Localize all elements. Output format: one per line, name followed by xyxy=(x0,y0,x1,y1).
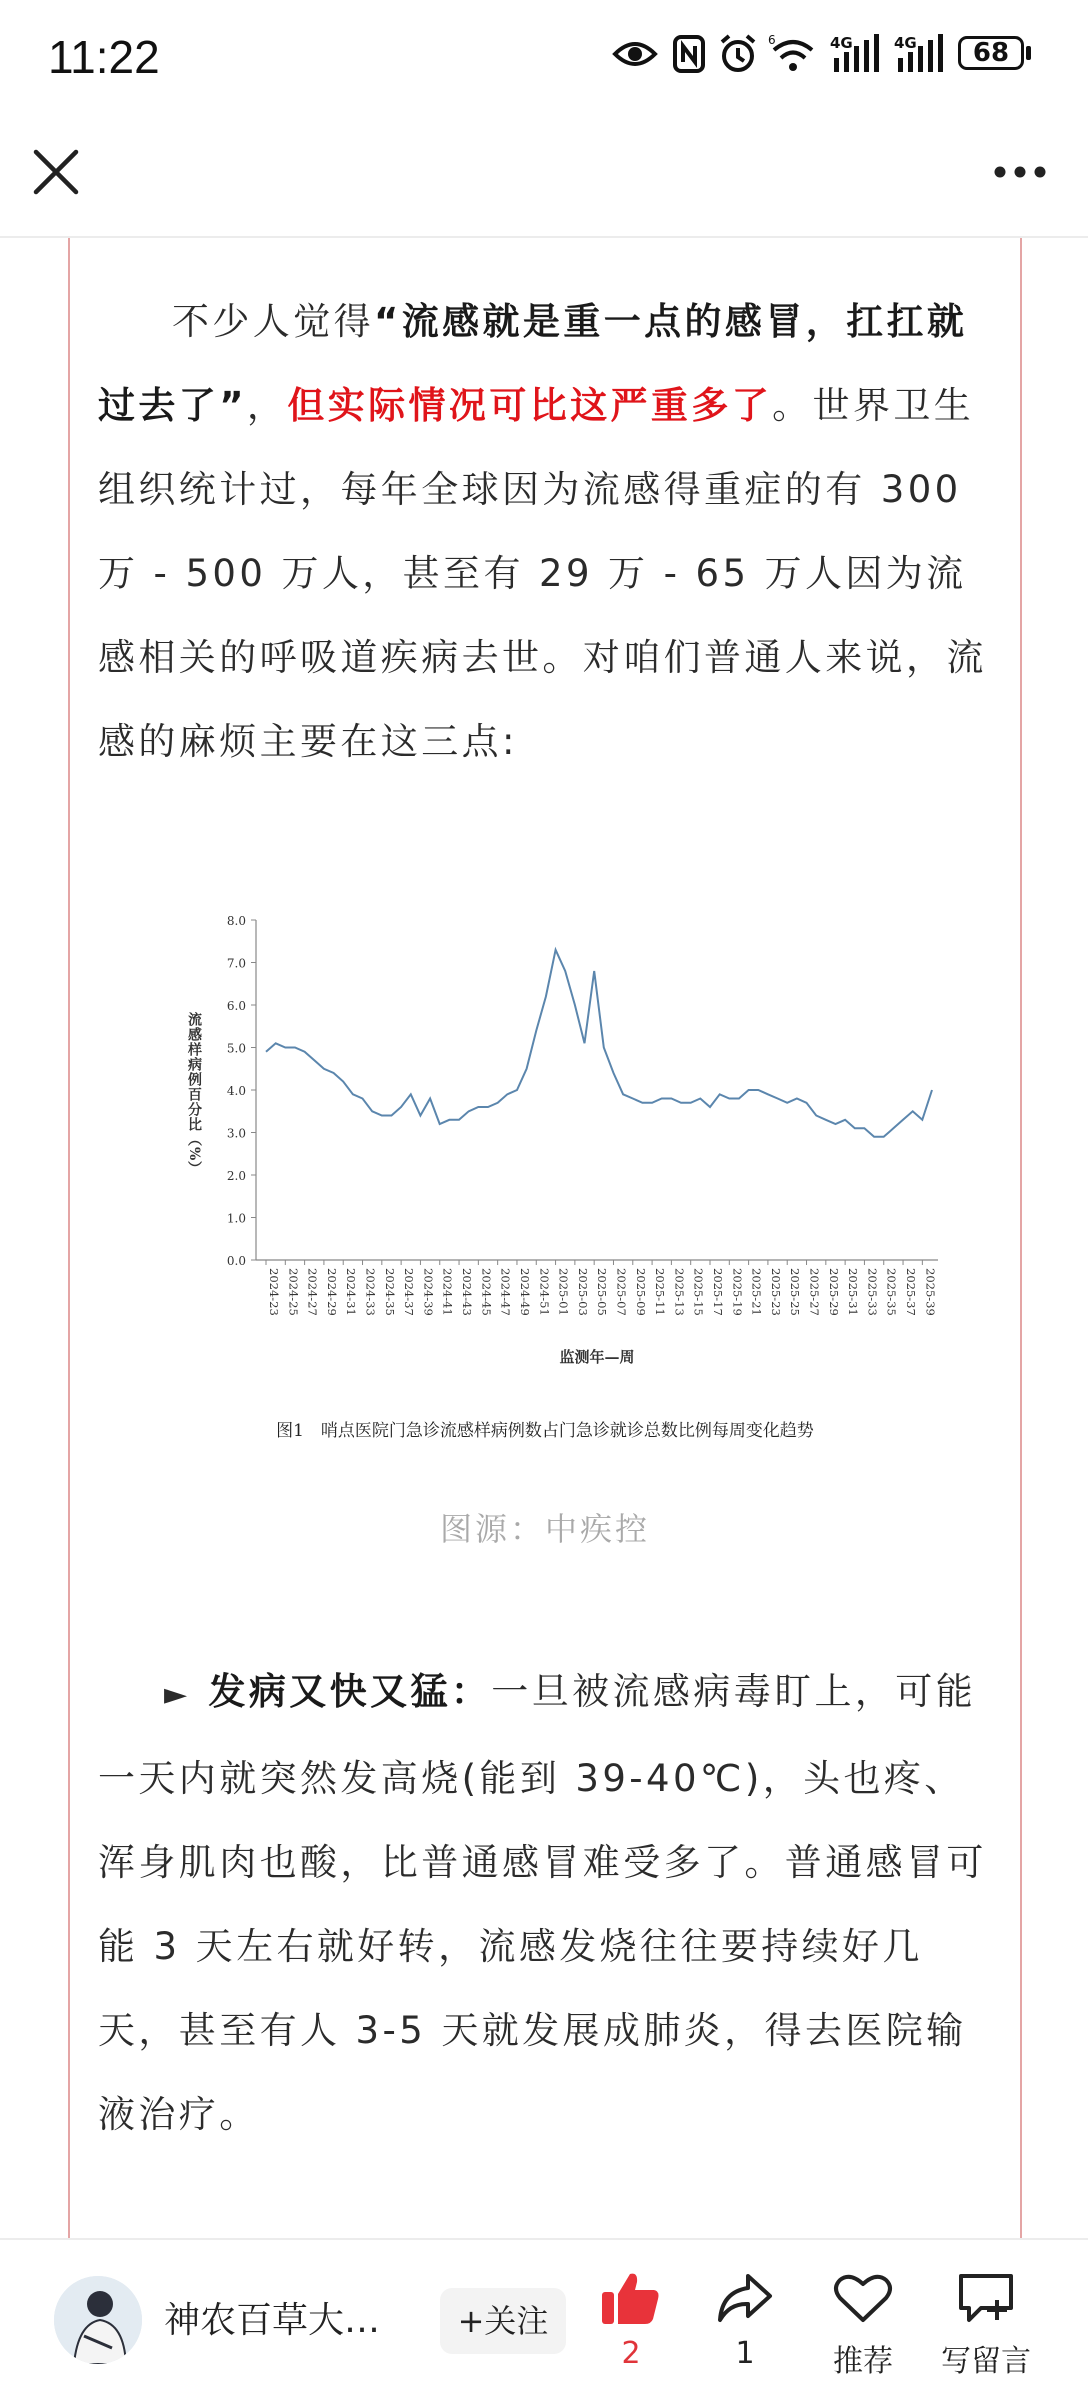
section-heading: 发病又快又猛： xyxy=(208,1670,492,1713)
wifi-icon xyxy=(768,32,818,76)
top-nav-bar xyxy=(0,112,1088,238)
svg-text:4G: 4G xyxy=(830,34,853,52)
x-axis-title: 监测年—周 xyxy=(559,1348,635,1366)
share-arrow-icon xyxy=(714,2270,776,2326)
x-tick-label: 2024-25 xyxy=(286,1268,301,1316)
flu-trend-chart xyxy=(132,898,992,1458)
highlighted-text: 但实际情况可比这严重多了 xyxy=(287,384,773,427)
y-tick-label: 8.0 xyxy=(226,914,246,928)
x-tick-label: 2025-15 xyxy=(691,1268,706,1316)
bottom-action-bar xyxy=(0,2238,1088,2402)
paragraph-text: 一旦被流感病毒盯上，可能一天内就突然发高烧(能到 39-40℃)，头也疼、浑身肌肉也酸，比普通感冒难受多了。普通感冒可能 3 天左右就好转，流感发烧往往要持续好几天，甚至有人 3-5 天就发展成肺炎，得去医院输液治疗。 xyxy=(98,1670,987,2136)
write-comment-button[interactable] xyxy=(926,2270,1046,2380)
signal-4g-icon-2 xyxy=(894,32,946,76)
like-button[interactable] xyxy=(576,2270,686,2371)
x-tick-label: 2025-19 xyxy=(730,1268,745,1316)
triangle-marker-icon: ► xyxy=(164,1677,191,1712)
y-tick-label: 7.0 xyxy=(226,956,246,971)
x-tick-label: 2025-07 xyxy=(614,1268,629,1316)
x-tick-label: 2025-03 xyxy=(575,1268,590,1316)
x-tick-label: 2025-27 xyxy=(807,1268,822,1316)
x-tick-label: 2025-17 xyxy=(711,1268,725,1316)
x-tick-label: 2024-37 xyxy=(402,1268,417,1316)
like-count: 2 xyxy=(621,2336,641,2371)
x-tick-label: 2025-05 xyxy=(595,1268,610,1316)
bold-quote: “流感就是重一点的感冒，扛扛就过去了” xyxy=(98,300,968,427)
x-tick-label: 2024-35 xyxy=(382,1268,397,1316)
x-tick-label: 2025-37 xyxy=(904,1268,919,1316)
x-tick-label: 2024-29 xyxy=(324,1268,339,1316)
x-tick-label: 2025-33 xyxy=(865,1268,880,1316)
x-tick-label: 2024-51 xyxy=(537,1268,552,1316)
x-tick-label: 2024-47 xyxy=(498,1268,513,1316)
share-button[interactable] xyxy=(690,2270,800,2371)
paragraph-text: 。世界卫生组织统计过，每年全球因为流感得重症的有 300 万 - 500 万人，甚至有 29 万 - 65 万人因为流感相关的呼吸道疾病去世。对咱们普通人来说，流感的麻烦主要在这三点: xyxy=(98,384,987,763)
article-paragraph-1 xyxy=(98,280,998,784)
x-tick-label: 2025-23 xyxy=(768,1268,783,1316)
svg-text:4G: 4G xyxy=(894,34,917,52)
alarm-icon xyxy=(718,32,758,76)
nfc-icon xyxy=(672,32,706,76)
y-tick-label: 3.0 xyxy=(226,1126,246,1141)
article-body xyxy=(68,238,1022,2238)
x-tick-label: 2024-41 xyxy=(440,1268,455,1316)
x-tick-label: 2024-33 xyxy=(363,1268,378,1316)
x-tick-label: 2025-39 xyxy=(923,1268,938,1316)
more-options-icon[interactable] xyxy=(980,142,1060,202)
y-tick-label: 1.0 xyxy=(226,1211,246,1226)
x-tick-label: 2024-27 xyxy=(305,1268,320,1316)
y-tick-label: 6.0 xyxy=(226,999,246,1013)
author-avatar[interactable] xyxy=(54,2276,142,2364)
write-comment-label: 写留言 xyxy=(941,2344,1031,2379)
avatar-image xyxy=(54,2276,142,2364)
image-source: 图源：中疾控 xyxy=(439,1510,650,1548)
x-tick-label: 2025-31 xyxy=(846,1268,861,1316)
y-tick-label: 5.0 xyxy=(226,1041,246,1056)
y-tick-label: 4.0 xyxy=(226,1084,246,1098)
series-line xyxy=(266,950,932,1137)
x-tick-label: 2024-49 xyxy=(517,1268,532,1316)
paragraph-text: 不少人觉得 xyxy=(172,300,374,343)
status-bar xyxy=(0,0,1088,112)
recommend-label: 推荐 xyxy=(833,2344,893,2379)
heart-icon xyxy=(832,2270,894,2326)
x-tick-label: 2024-43 xyxy=(460,1268,475,1316)
share-count: 1 xyxy=(735,2336,755,2371)
y-axis-title: 流感样病例百分比（%） xyxy=(186,1012,202,1177)
close-icon[interactable] xyxy=(26,142,86,202)
follow-button[interactable]: +关注 xyxy=(440,2288,566,2354)
x-tick-label: 2024-23 xyxy=(267,1268,281,1316)
article-paragraph-2 xyxy=(98,1650,998,2157)
x-tick-label: 2025-09 xyxy=(633,1268,648,1316)
author-name[interactable]: 神农百草大… xyxy=(164,2300,381,2341)
signal-4g-icon xyxy=(830,32,882,76)
thumbs-up-icon xyxy=(600,2270,662,2326)
recommend-button[interactable] xyxy=(808,2270,918,2380)
battery-icon xyxy=(958,32,1036,76)
x-tick-label: 2025-25 xyxy=(788,1268,803,1316)
x-tick-label: 2025-01 xyxy=(556,1268,571,1316)
x-tick-label: 2025-21 xyxy=(749,1268,764,1316)
x-tick-label: 2025-35 xyxy=(884,1268,899,1316)
eye-icon xyxy=(612,32,658,76)
battery-level: 68 xyxy=(972,38,1010,68)
x-tick-label: 2025-13 xyxy=(672,1268,687,1316)
x-tick-label: 2025-29 xyxy=(826,1268,841,1316)
status-time: 11:22 xyxy=(48,31,160,83)
chart-svg xyxy=(132,898,992,1418)
y-tick-label: 0.0 xyxy=(226,1254,246,1268)
x-tick-label: 2024-45 xyxy=(479,1268,494,1316)
chart-caption: 图1 哨点医院门急诊流感样病例数占门急诊就诊总数比例每周变化趋势 xyxy=(276,1421,814,1441)
svg-text:6: 6 xyxy=(768,33,776,47)
x-tick-label: 2024-31 xyxy=(344,1268,359,1316)
x-tick-label: 2024-39 xyxy=(421,1268,436,1316)
comment-add-icon xyxy=(955,2270,1017,2326)
x-tick-label: 2025-11 xyxy=(653,1268,668,1316)
y-tick-label: 2.0 xyxy=(226,1169,246,1183)
paragraph-text: ， xyxy=(246,384,288,427)
